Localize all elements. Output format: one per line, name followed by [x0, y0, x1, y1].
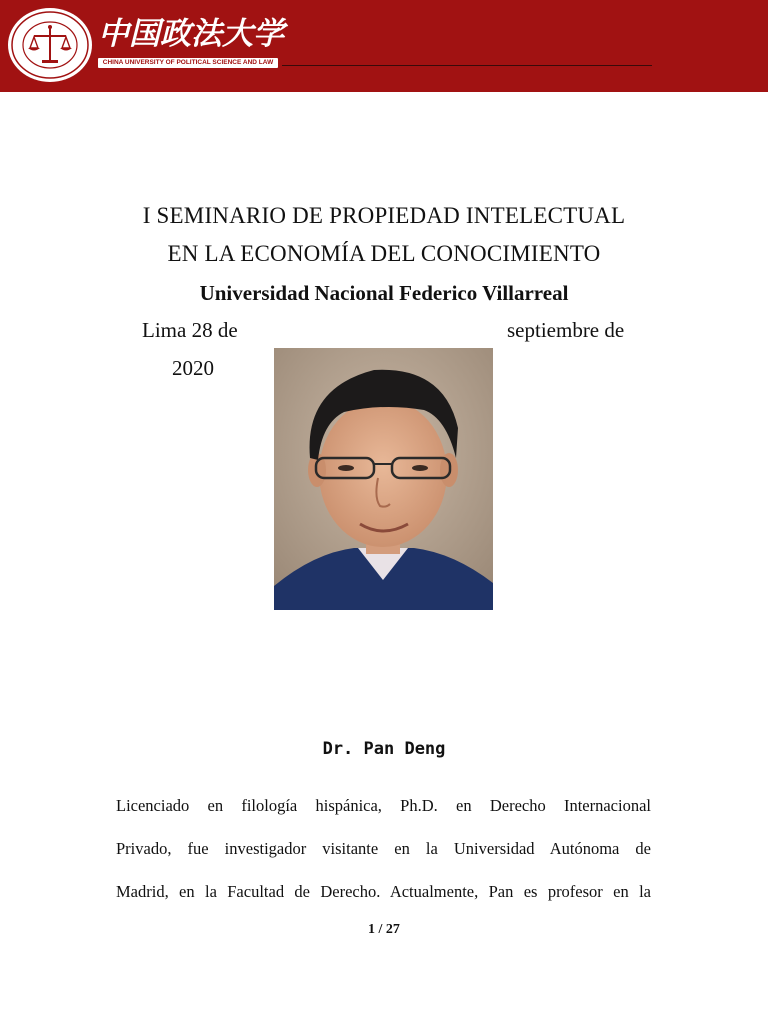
bio-line: Licenciado en filología hispánica, Ph.D. en Derecho Internacional: [116, 796, 651, 815]
speaker-name: Dr. Pan Deng: [322, 739, 446, 759]
document-title-line-1: I SEMINARIO DE PROPIEDAD INTELECTUAL: [142, 203, 626, 228]
date-text-middle: septiembre de: [507, 318, 625, 342]
header-divider: [282, 65, 652, 66]
document-subtitle: Universidad Nacional Federico Villarreal: [199, 281, 569, 305]
university-logo-subtitle: CHINA UNIVERSITY OF POLITICAL SCIENCE AND LAW: [98, 58, 278, 68]
header-band: [0, 0, 768, 92]
date-text-year: 2020: [172, 356, 214, 380]
portrait-photo: [274, 348, 493, 610]
date-text-start: Lima 28 de: [142, 318, 238, 342]
bio-line: Madrid, en la Facultad de Derecho. Actualmente, Pan es profesor en la: [116, 882, 651, 901]
document-title-line-2: EN LA ECONOMÍA DEL CONOCIMIENTO: [167, 241, 601, 266]
university-logo-text: 中国政法大学: [98, 16, 284, 52]
bio-line: Privado, fue investigador visitante en la Universidad Autónoma de: [116, 839, 651, 858]
page-number: 1 / 27: [368, 922, 400, 937]
university-seal-icon: [6, 6, 94, 84]
